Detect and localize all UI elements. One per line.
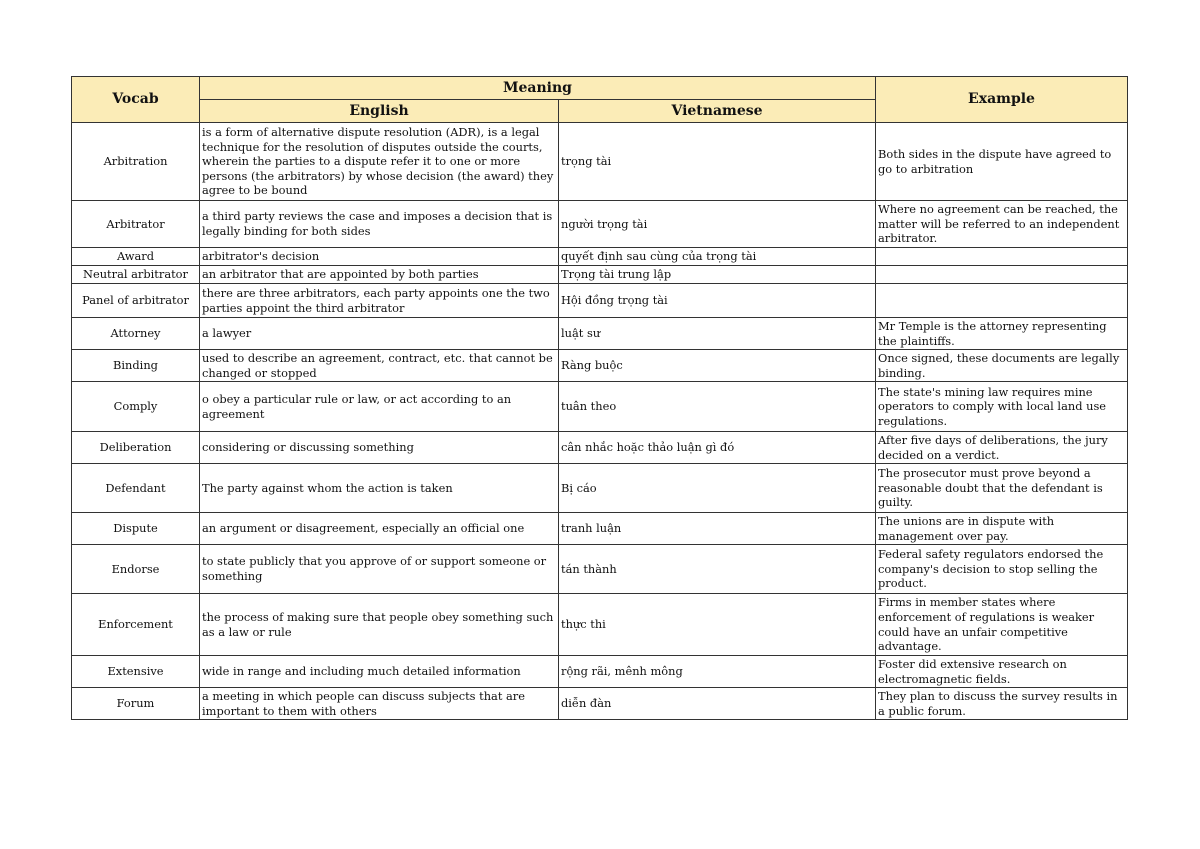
table-row [72, 382, 1128, 432]
table-row [72, 513, 1128, 545]
table-row [72, 656, 1128, 688]
example-cell: Both sides in the dispute have agreed to go to arbitration [876, 123, 1128, 201]
english-cell: used to describe an agreement, contract, etc. that cannot be changed or stopped [200, 350, 559, 382]
example-cell: They plan to discuss the survey results in a public forum. [876, 688, 1128, 720]
vietnamese-cell: tranh luận [559, 513, 876, 545]
table-row [72, 266, 1128, 284]
english-cell: a lawyer [200, 318, 559, 350]
vietnamese-cell: luật sư [559, 318, 876, 350]
vietnamese-cell: Trọng tài trung lập [559, 266, 876, 284]
vocab-cell: Enforcement [72, 594, 200, 656]
table-row [72, 688, 1128, 720]
english-cell: considering or discussing something [200, 432, 559, 464]
vietnamese-cell: Ràng buộc [559, 350, 876, 382]
english-cell: a third party reviews the case and imposes a decision that is legally binding for both sides [200, 201, 559, 248]
vocab-cell: Endorse [72, 545, 200, 594]
vocab-cell: Comply [72, 382, 200, 432]
vietnamese-cell: trọng tài [559, 123, 876, 201]
english-cell: the process of making sure that people obey something such as a law or rule [200, 594, 559, 656]
example-cell: Where no agreement can be reached, the matter will be referred to an independent arbitrator. [876, 201, 1128, 248]
vietnamese-cell: người trọng tài [559, 201, 876, 248]
example-cell: Mr Temple is the attorney representing the plaintiffs. [876, 318, 1128, 350]
header-meaning: Meaning [200, 77, 876, 100]
table-row [72, 594, 1128, 656]
table-row [72, 123, 1128, 201]
vocab-table [71, 76, 1128, 720]
table-row [72, 248, 1128, 266]
example-cell: After five days of deliberations, the jury decided on a verdict. [876, 432, 1128, 464]
vietnamese-cell: quyết định sau cùng của trọng tài [559, 248, 876, 266]
vietnamese-cell: thực thi [559, 594, 876, 656]
example-cell [876, 266, 1128, 284]
vocab-cell: Deliberation [72, 432, 200, 464]
example-cell: The unions are in dispute with management over pay. [876, 513, 1128, 545]
header-vietnamese: Vietnamese [559, 100, 876, 123]
vocab-cell: Attorney [72, 318, 200, 350]
vietnamese-cell: tán thành [559, 545, 876, 594]
vocab-cell: Arbitration [72, 123, 200, 201]
english-cell: an arbitrator that are appointed by both parties [200, 266, 559, 284]
example-cell: Foster did extensive research on electromagnetic fields. [876, 656, 1128, 688]
english-cell: arbitrator's decision [200, 248, 559, 266]
english-cell: wide in range and including much detailed information [200, 656, 559, 688]
vocab-cell: Award [72, 248, 200, 266]
english-cell: to state publicly that you approve of or support someone or something [200, 545, 559, 594]
table-row [72, 318, 1128, 350]
table-row [72, 432, 1128, 464]
example-cell: The state's mining law requires mine operators to comply with local land use regulations. [876, 382, 1128, 432]
vocab-cell: Arbitrator [72, 201, 200, 248]
vietnamese-cell: tuân theo [559, 382, 876, 432]
table-row [72, 464, 1128, 513]
table-row [72, 284, 1128, 318]
english-cell: is a form of alternative dispute resolution (ADR), is a legal technique for the resolution of disputes outside the courts, wherein the parties to a dispute refer it to one or more persons (the arbitrators) by whose decision (the award) they agree to be bound [200, 123, 559, 201]
vocab-cell: Panel of arbitrator [72, 284, 200, 318]
english-cell: a meeting in which people can discuss subjects that are important to them with others [200, 688, 559, 720]
table-row [72, 350, 1128, 382]
example-cell [876, 284, 1128, 318]
vietnamese-cell: rộng rãi, mênh mông [559, 656, 876, 688]
example-cell: Federal safety regulators endorsed the company's decision to stop selling the product. [876, 545, 1128, 594]
example-cell: The prosecutor must prove beyond a reasonable doubt that the defendant is guilty. [876, 464, 1128, 513]
vocab-cell: Binding [72, 350, 200, 382]
english-cell: o obey a particular rule or law, or act according to an agreement [200, 382, 559, 432]
vietnamese-cell: Bị cáo [559, 464, 876, 513]
table-row [72, 545, 1128, 594]
header-english: English [200, 100, 559, 123]
vocab-cell: Neutral arbitrator [72, 266, 200, 284]
header-vocab: Vocab [72, 77, 200, 123]
vietnamese-cell: cân nhắc hoặc thảo luận gì đó [559, 432, 876, 464]
table-row [72, 201, 1128, 248]
vocab-cell: Forum [72, 688, 200, 720]
english-cell: there are three arbitrators, each party appoints one the two parties appoint the third arbitrator [200, 284, 559, 318]
english-cell: The party against whom the action is taken [200, 464, 559, 513]
vocab-cell: Dispute [72, 513, 200, 545]
example-cell: Firms in member states where enforcement of regulations is weaker could have an unfair competitive advantage. [876, 594, 1128, 656]
vietnamese-cell: Hội đồng trọng tài [559, 284, 876, 318]
example-cell [876, 248, 1128, 266]
vietnamese-cell: diễn đàn [559, 688, 876, 720]
example-cell: Once signed, these documents are legally binding. [876, 350, 1128, 382]
vocab-cell: Defendant [72, 464, 200, 513]
header-example: Example [876, 77, 1128, 123]
vocab-cell: Extensive [72, 656, 200, 688]
english-cell: an argument or disagreement, especially an official one [200, 513, 559, 545]
